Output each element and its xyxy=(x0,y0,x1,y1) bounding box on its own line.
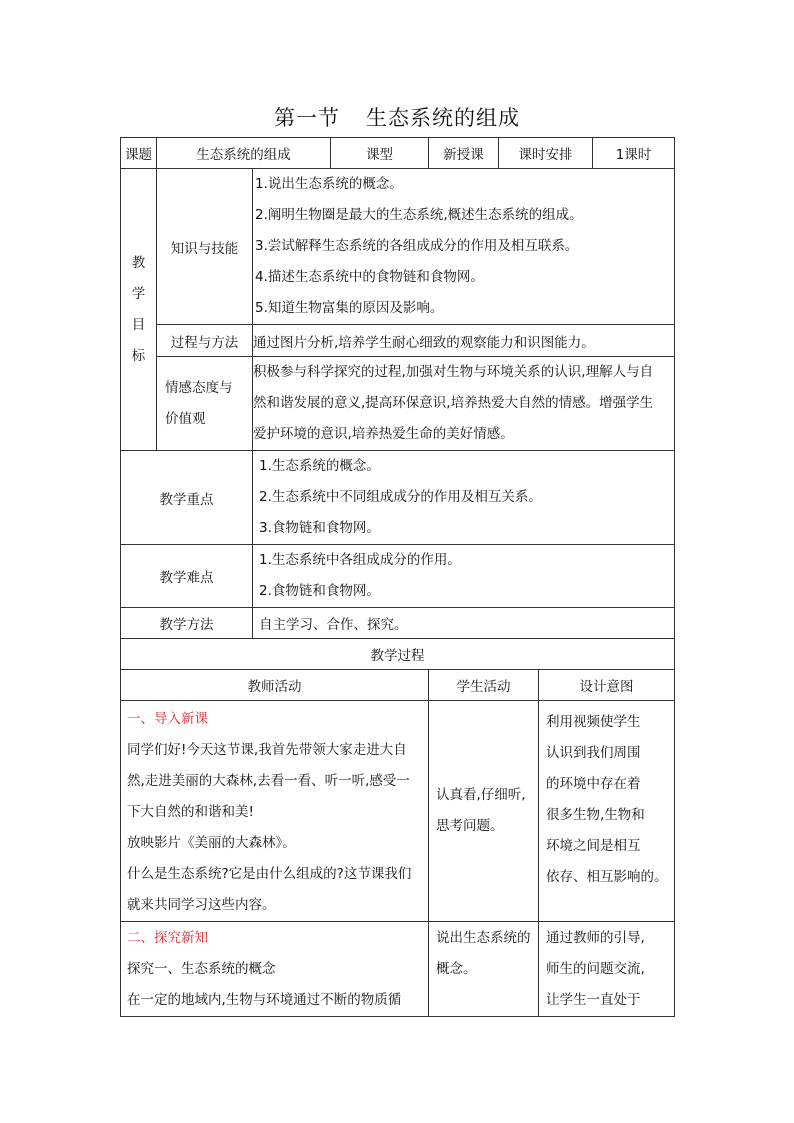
emotion-label-line: 情感态度与 xyxy=(165,379,233,396)
label-hours: 课时安排 xyxy=(499,138,593,169)
goals-label-char: 学 xyxy=(131,285,146,302)
label-type: 课型 xyxy=(331,138,429,169)
design-line: 通过教师的引导, xyxy=(546,930,645,946)
process-title: 教学过程 xyxy=(121,639,675,670)
difficulties-items xyxy=(253,545,675,608)
student-line: 思考问题。 xyxy=(436,818,504,834)
design-column-header: 设计意图 xyxy=(539,670,675,701)
section1-heading: 一、导入新课 xyxy=(127,711,208,727)
process-label: 过程与方法 xyxy=(157,325,253,357)
goals-process-row xyxy=(121,325,675,357)
section2-heading: 二、探究新知 xyxy=(127,930,208,946)
student-line: 说出生态系统的 xyxy=(436,930,531,946)
knowledge-item: 1.说出生态系统的概念。 xyxy=(255,176,403,192)
key-points-items xyxy=(253,451,675,545)
key-point-item: 2.生态系统中不同组成成分的作用及相互关系。 xyxy=(259,489,542,505)
emotion-label-line: 价值观 xyxy=(165,410,206,427)
teacher-line: 然,走进美丽的大森林,去看一看、听一听,感受一 xyxy=(127,773,410,789)
process-text: 通过图片分析,培养学生耐心细致的观察能力和识图能力。 xyxy=(253,325,675,357)
key-points-row xyxy=(121,451,675,545)
knowledge-item: 3.尝试解释生态系统的各组成成分的作用及相互联系。 xyxy=(255,238,579,254)
design-line: 环境之间是相互 xyxy=(546,838,641,854)
student-column-header: 学生活动 xyxy=(429,670,539,701)
emotion-text xyxy=(253,357,675,451)
methods-text: 自主学习、合作、探究。 xyxy=(253,608,675,639)
goals-emotion-row xyxy=(121,357,675,451)
title-lesson-name: 生态系统的组成 xyxy=(366,106,520,130)
knowledge-item: 4.描述生态系统中的食物链和食物网。 xyxy=(255,269,484,285)
difficulties-label: 教学难点 xyxy=(121,545,253,608)
section2-student xyxy=(429,922,539,1017)
design-line: 的环境中存在着 xyxy=(546,776,641,792)
knowledge-item: 2.阐明生物圈是最大的生态系统,概述生态系统的组成。 xyxy=(255,207,583,223)
goals-label-char: 标 xyxy=(131,347,146,364)
hours-value: 1课时 xyxy=(593,138,675,169)
goals-label-char: 目 xyxy=(131,316,146,333)
title-section-number: 第一节 xyxy=(274,106,340,130)
emotion-line: 然和谐发展的意义,提高环保意识,培养热爱大自然的情感。增强学生 xyxy=(253,395,654,411)
design-line: 认识到我们周围 xyxy=(546,745,641,761)
type-value: 新授课 xyxy=(429,138,499,169)
process-title-row xyxy=(121,639,675,670)
design-line: 依存、相互影响的。 xyxy=(546,869,668,885)
teacher-line: 同学们好!今天这节课,我首先带领大家走进大自 xyxy=(127,742,407,758)
teacher-line: 探究一、生态系统的概念 xyxy=(127,961,276,977)
key-points-label: 教学重点 xyxy=(121,451,253,545)
section1-teacher xyxy=(121,701,429,922)
key-point-item: 3.食物链和食物网。 xyxy=(259,520,380,536)
section1-student xyxy=(429,701,539,922)
header-row xyxy=(121,138,675,169)
knowledge-label: 知识与技能 xyxy=(157,169,253,325)
section2-row xyxy=(121,922,675,1017)
difficulty-item: 2.食物链和食物网。 xyxy=(259,583,380,599)
goals-label xyxy=(121,169,157,451)
student-line: 概念。 xyxy=(436,961,477,977)
knowledge-items xyxy=(253,169,675,325)
methods-label: 教学方法 xyxy=(121,608,253,639)
teacher-line: 什么是生态系统?它是由什么组成的?这节课我们 xyxy=(127,866,412,882)
goals-knowledge-row xyxy=(121,169,675,325)
page-title xyxy=(0,102,794,132)
teacher-line: 放映影片《美丽的大森林》。 xyxy=(127,835,296,851)
teacher-column-header: 教师活动 xyxy=(121,670,429,701)
emotion-line: 爱护环境的意识,培养热爱生命的美好情感。 xyxy=(253,426,514,442)
section2-design xyxy=(539,922,675,1017)
student-line: 认真看,仔细听, xyxy=(436,787,526,803)
section2-teacher xyxy=(121,922,429,1017)
emotion-label xyxy=(157,357,253,451)
teacher-line: 在一定的地域内,生物与环境通过不断的物质循 xyxy=(127,992,402,1008)
difficulty-item: 1.生态系统中各组成成分的作用。 xyxy=(259,552,461,568)
knowledge-item: 5.知道生物富集的原因及影响。 xyxy=(255,300,444,316)
course-title: 生态系统的组成 xyxy=(157,138,331,169)
methods-row xyxy=(121,608,675,639)
design-line: 让学生一直处于 xyxy=(546,992,641,1008)
teacher-line: 就来共同学习这些内容。 xyxy=(127,897,276,913)
teacher-line: 下大自然的和谐和美! xyxy=(127,804,254,820)
design-line: 利用视频使学生 xyxy=(546,714,641,730)
section1-design xyxy=(539,701,675,922)
emotion-line: 积极参与科学探究的过程,加强对生物与环境关系的认识,理解人与自 xyxy=(253,364,654,380)
lesson-plan-table xyxy=(120,137,675,1017)
section1-row xyxy=(121,701,675,922)
goals-label-char: 教 xyxy=(131,254,146,271)
activity-header-row xyxy=(121,670,675,701)
design-line: 很多生物,生物和 xyxy=(546,807,645,823)
label-course: 课题 xyxy=(121,138,157,169)
design-line: 师生的问题交流, xyxy=(546,961,645,977)
difficulties-row xyxy=(121,545,675,608)
key-point-item: 1.生态系统的概念。 xyxy=(259,458,380,474)
